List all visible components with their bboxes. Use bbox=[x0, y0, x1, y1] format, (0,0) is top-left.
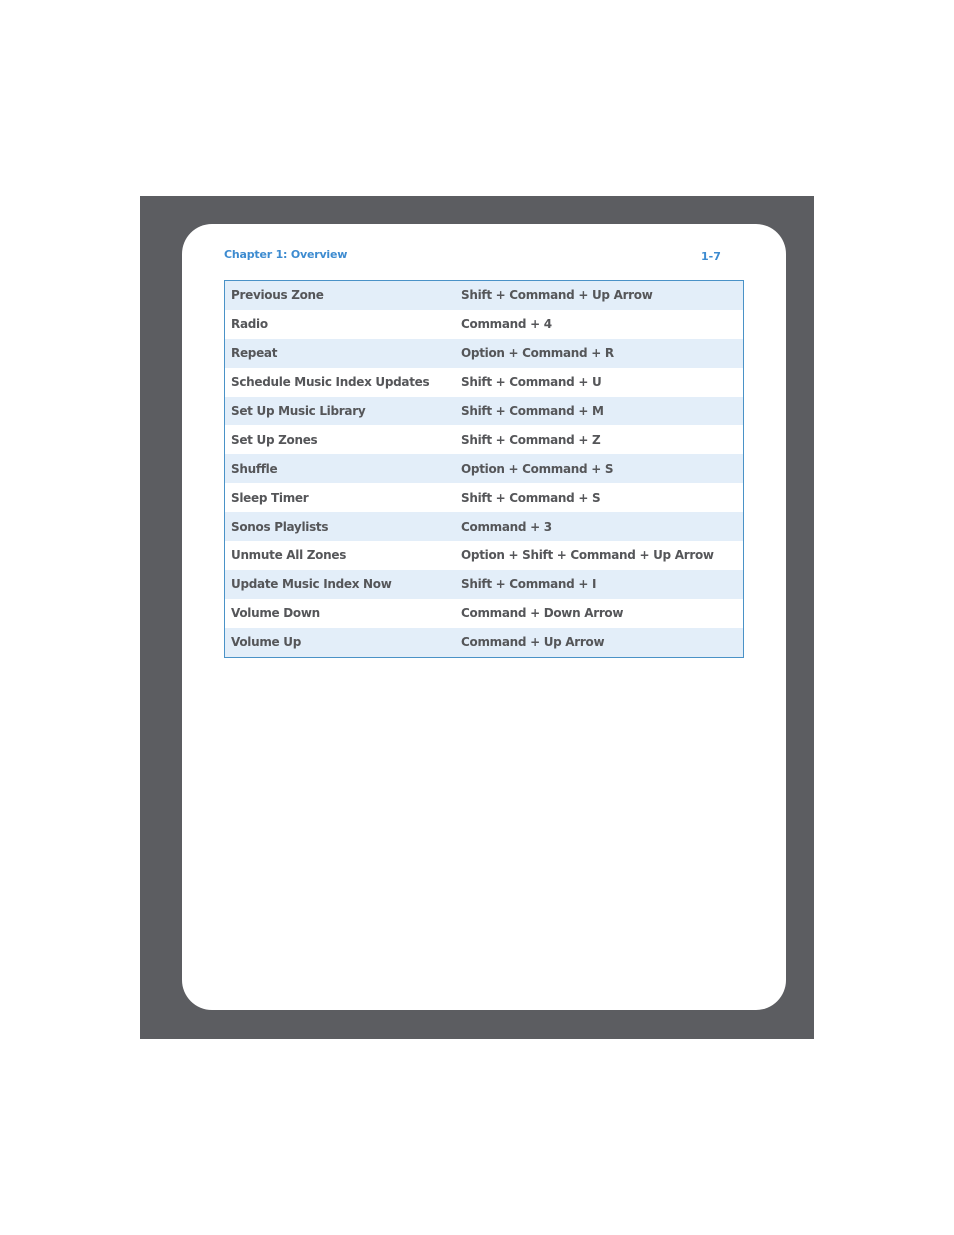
table-row bbox=[225, 512, 743, 541]
keys-cell: Command + Down Arrow bbox=[461, 606, 624, 621]
keys-cell: Shift + Command + S bbox=[461, 490, 601, 505]
table-row bbox=[225, 339, 743, 368]
keys-cell: Shift + Command + Z bbox=[461, 432, 601, 447]
keys-cell: Shift + Command + U bbox=[461, 375, 602, 390]
keys-cell: Command + 4 bbox=[461, 317, 552, 332]
command-cell: Previous Zone bbox=[231, 288, 324, 303]
keys-cell: Option + Command + R bbox=[461, 346, 614, 361]
command-cell: Update Music Index Now bbox=[231, 577, 392, 592]
table-row bbox=[225, 310, 743, 339]
keys-cell: Option + Command + S bbox=[461, 461, 614, 476]
keys-cell: Option + Shift + Command + Up Arrow bbox=[461, 548, 714, 563]
table-row bbox=[225, 368, 743, 397]
table-row bbox=[225, 599, 743, 628]
keys-cell: Command + Up Arrow bbox=[461, 635, 605, 650]
command-cell: Radio bbox=[231, 317, 268, 332]
command-cell: Volume Up bbox=[231, 635, 301, 650]
table-row bbox=[225, 281, 743, 310]
keys-cell: Command + 3 bbox=[461, 519, 552, 534]
command-cell: Volume Down bbox=[231, 606, 320, 621]
table-row bbox=[225, 541, 743, 570]
command-cell: Set Up Zones bbox=[231, 432, 318, 447]
table-row bbox=[225, 454, 743, 483]
command-cell: Shuffle bbox=[231, 461, 278, 476]
keys-cell: Shift + Command + M bbox=[461, 404, 604, 418]
command-cell: Schedule Music Index Updates bbox=[231, 375, 430, 390]
shortcut-table bbox=[224, 280, 744, 658]
command-cell: Unmute All Zones bbox=[231, 548, 347, 563]
command-cell: Sleep Timer bbox=[231, 490, 309, 505]
chapter-heading: Chapter 1: Overview bbox=[224, 248, 348, 261]
command-cell: Set Up Music Library bbox=[231, 404, 366, 418]
table-row bbox=[225, 570, 743, 599]
keys-cell: Shift + Command + I bbox=[461, 577, 597, 592]
page-number: 1-7 bbox=[701, 250, 721, 263]
command-cell: Repeat bbox=[231, 346, 278, 361]
table-row bbox=[225, 483, 743, 512]
table-row bbox=[225, 628, 743, 657]
keys-cell: Shift + Command + Up Arrow bbox=[461, 288, 653, 303]
command-cell: Sonos Playlists bbox=[231, 519, 329, 534]
table-row bbox=[225, 425, 743, 454]
table-row bbox=[225, 397, 743, 426]
